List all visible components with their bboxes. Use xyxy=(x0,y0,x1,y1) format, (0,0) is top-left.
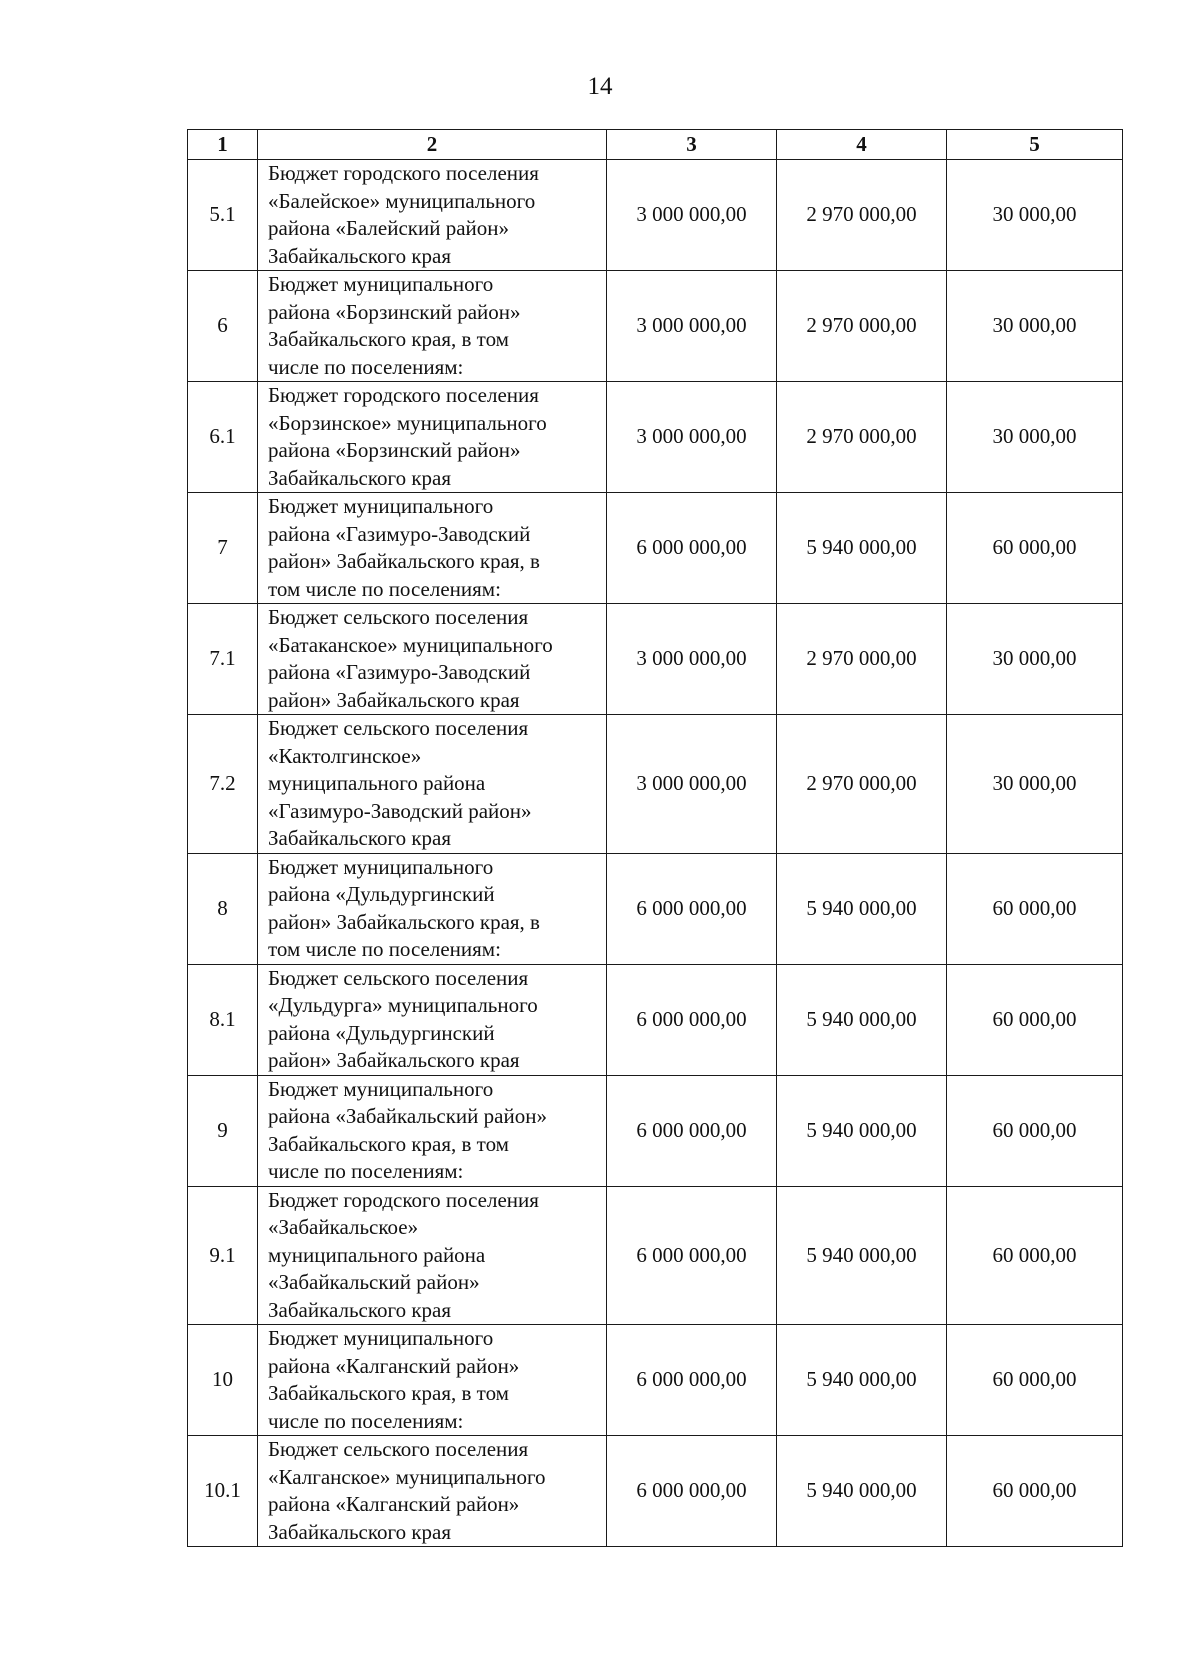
amount-cell-c3: 6 000 000,00 xyxy=(607,1075,777,1186)
budget-name-line: район» Забайкальского края xyxy=(268,1048,520,1072)
budget-name-line: района «Газимуро-Заводский xyxy=(268,521,531,546)
amount-cell-c5: 30 000,00 xyxy=(947,271,1123,382)
header-cell-4: 4 xyxy=(777,130,947,160)
budget-name-line: района «Калганский район» xyxy=(268,1492,520,1516)
table-row xyxy=(188,1186,1123,1325)
budget-name-line: Забайкальского края xyxy=(268,243,452,268)
budget-name-line: Бюджет сельского поселения xyxy=(268,605,529,629)
budget-name-line: Бюджет муниципального xyxy=(268,272,494,296)
budget-name-line: Бюджет городского поселения xyxy=(268,383,539,407)
budget-name-cell xyxy=(258,604,607,715)
budget-name-line: Бюджет городского поселения xyxy=(268,1187,539,1212)
budget-name-line: район» Забайкальского края, в xyxy=(268,549,540,573)
budget-name-cell xyxy=(258,964,607,1075)
table-row xyxy=(188,853,1123,964)
budget-name-line: Бюджет сельского поселения xyxy=(268,965,529,990)
table-row xyxy=(188,493,1123,604)
amount-cell-c3: 3 000 000,00 xyxy=(607,715,777,854)
amount-cell-c4: 2 970 000,00 xyxy=(777,271,947,382)
table-row xyxy=(188,604,1123,715)
amount-cell-c4: 5 940 000,00 xyxy=(777,1186,947,1325)
budget-name-line: Бюджет муниципального xyxy=(268,854,494,879)
budget-name-cell xyxy=(258,271,607,382)
budget-name-line: района «Дульдургинский xyxy=(268,1020,495,1045)
header-cell-2: 2 xyxy=(258,130,607,160)
budget-name-line: Забайкальского края, в том xyxy=(268,327,509,351)
amount-cell-c3: 3 000 000,00 xyxy=(607,604,777,715)
header-row xyxy=(188,130,1123,160)
budget-name-line: район» Забайкальского края xyxy=(268,687,520,712)
budget-name-line: района «Балейский район» xyxy=(268,216,510,240)
budget-name-line: района «Калганский район» xyxy=(268,1353,520,1378)
budget-name-line: числе по поселениям: xyxy=(268,1408,464,1433)
amount-cell-c4: 5 940 000,00 xyxy=(777,1325,947,1436)
budget-name-line: района «Борзинский район» xyxy=(268,299,521,324)
table-body xyxy=(188,160,1123,1547)
table-row xyxy=(188,964,1123,1075)
amount-cell-c4: 5 940 000,00 xyxy=(777,964,947,1075)
budget-name-line: числе по поселениям: xyxy=(268,354,464,379)
amount-cell-c5: 60 000,00 xyxy=(947,1325,1123,1436)
budget-name-cell xyxy=(258,1436,607,1547)
amount-cell-c5: 30 000,00 xyxy=(947,382,1123,493)
amount-cell-c3: 3 000 000,00 xyxy=(607,160,777,271)
budget-name-line: района «Дульдургинский xyxy=(268,882,495,906)
page-number: 14 xyxy=(587,73,613,100)
table-row xyxy=(188,271,1123,382)
amount-cell-c4: 5 940 000,00 xyxy=(777,493,947,604)
amount-cell-c3: 3 000 000,00 xyxy=(607,271,777,382)
row-number-cell: 10 xyxy=(188,1325,258,1436)
row-number-cell: 7.1 xyxy=(188,604,258,715)
amount-cell-c5: 60 000,00 xyxy=(947,1075,1123,1186)
amount-cell-c5: 60 000,00 xyxy=(947,1436,1123,1547)
table-row xyxy=(188,382,1123,493)
budget-table xyxy=(187,129,1123,1547)
row-number-cell: 6 xyxy=(188,271,258,382)
budget-name-cell xyxy=(258,1186,607,1325)
row-number-cell: 7.2 xyxy=(188,715,258,854)
budget-name-line: Бюджет сельского поселения xyxy=(268,716,529,740)
budget-name-line: Забайкальского края xyxy=(268,1519,452,1544)
budget-name-line: Бюджет городского поселения xyxy=(268,161,539,185)
budget-name-line: «Газимуро-Заводский район» xyxy=(268,798,532,823)
budget-name-line: Забайкальского края xyxy=(268,1297,452,1322)
table-row xyxy=(188,715,1123,854)
budget-name-line: «Калганское» муниципального xyxy=(268,1464,546,1489)
table-row xyxy=(188,1075,1123,1186)
amount-cell-c4: 2 970 000,00 xyxy=(777,604,947,715)
budget-name-cell xyxy=(258,853,607,964)
table-row xyxy=(188,1436,1123,1547)
amount-cell-c5: 60 000,00 xyxy=(947,493,1123,604)
budget-name-cell xyxy=(258,382,607,493)
budget-name-cell xyxy=(258,1325,607,1436)
budget-name-line: числе по поселениям: xyxy=(268,1159,464,1183)
amount-cell-c3: 3 000 000,00 xyxy=(607,382,777,493)
row-number-cell: 9 xyxy=(188,1075,258,1186)
row-number-cell: 8.1 xyxy=(188,964,258,1075)
budget-name-line: «Балейское» муниципального xyxy=(268,188,536,213)
table-row xyxy=(188,1325,1123,1436)
header-cell-1: 1 xyxy=(188,130,258,160)
amount-cell-c5: 60 000,00 xyxy=(947,964,1123,1075)
amount-cell-c3: 6 000 000,00 xyxy=(607,1325,777,1436)
row-number-cell: 7 xyxy=(188,493,258,604)
budget-name-line: Забайкальского края xyxy=(268,826,452,850)
row-number-cell: 8 xyxy=(188,853,258,964)
amount-cell-c5: 30 000,00 xyxy=(947,715,1123,854)
amount-cell-c4: 5 940 000,00 xyxy=(777,1075,947,1186)
budget-name-line: Бюджет муниципального xyxy=(268,1326,494,1350)
budget-name-line: Бюджет муниципального xyxy=(268,1076,494,1101)
amount-cell-c5: 30 000,00 xyxy=(947,160,1123,271)
budget-name-line: Бюджет сельского поселения xyxy=(268,1437,529,1461)
amount-cell-c3: 6 000 000,00 xyxy=(607,1186,777,1325)
budget-name-line: муниципального района xyxy=(268,771,486,795)
amount-cell-c4: 5 940 000,00 xyxy=(777,853,947,964)
budget-name-line: района «Газимуро-Заводский xyxy=(268,660,531,684)
budget-name-line: том числе по поселениям: xyxy=(268,576,501,601)
amount-cell-c5: 60 000,00 xyxy=(947,853,1123,964)
budget-name-line: «Забайкальский район» xyxy=(268,1270,480,1294)
amount-cell-c3: 6 000 000,00 xyxy=(607,853,777,964)
row-number-cell: 6.1 xyxy=(188,382,258,493)
amount-cell-c5: 60 000,00 xyxy=(947,1186,1123,1325)
amount-cell-c4: 2 970 000,00 xyxy=(777,160,947,271)
amount-cell-c3: 6 000 000,00 xyxy=(607,1436,777,1547)
budget-name-line: Забайкальского края, в том xyxy=(268,1131,509,1156)
budget-name-cell xyxy=(258,160,607,271)
table-row xyxy=(188,160,1123,271)
amount-cell-c4: 2 970 000,00 xyxy=(777,715,947,854)
budget-name-line: «Забайкальское» xyxy=(268,1215,419,1239)
amount-cell-c3: 6 000 000,00 xyxy=(607,964,777,1075)
budget-name-line: «Дульдурга» муниципального xyxy=(268,993,538,1017)
budget-name-line: Забайкальского края, в том xyxy=(268,1381,509,1405)
amount-cell-c4: 5 940 000,00 xyxy=(777,1436,947,1547)
budget-name-cell xyxy=(258,493,607,604)
amount-cell-c4: 2 970 000,00 xyxy=(777,382,947,493)
row-number-cell: 9.1 xyxy=(188,1186,258,1325)
amount-cell-c5: 30 000,00 xyxy=(947,604,1123,715)
budget-name-line: том числе по поселениям: xyxy=(268,937,501,961)
budget-name-line: «Батаканское» муниципального xyxy=(268,632,553,657)
budget-name-line: Бюджет муниципального xyxy=(268,494,494,518)
budget-name-line: «Борзинское» муниципального xyxy=(268,410,547,435)
row-number-cell: 5.1 xyxy=(188,160,258,271)
budget-name-line: «Кактолгинское» xyxy=(268,743,422,768)
header-cell-3: 3 xyxy=(607,130,777,160)
budget-name-cell xyxy=(258,1075,607,1186)
amount-cell-c3: 6 000 000,00 xyxy=(607,493,777,604)
budget-name-line: район» Забайкальского края, в xyxy=(268,909,540,934)
budget-name-line: района «Борзинский район» xyxy=(268,438,521,462)
budget-name-line: района «Забайкальский район» xyxy=(268,1104,547,1128)
row-number-cell: 10.1 xyxy=(188,1436,258,1547)
budget-name-cell xyxy=(258,715,607,854)
header-cell-5: 5 xyxy=(947,130,1123,160)
budget-name-line: муниципального района xyxy=(268,1242,486,1267)
budget-name-line: Забайкальского края xyxy=(268,465,452,490)
